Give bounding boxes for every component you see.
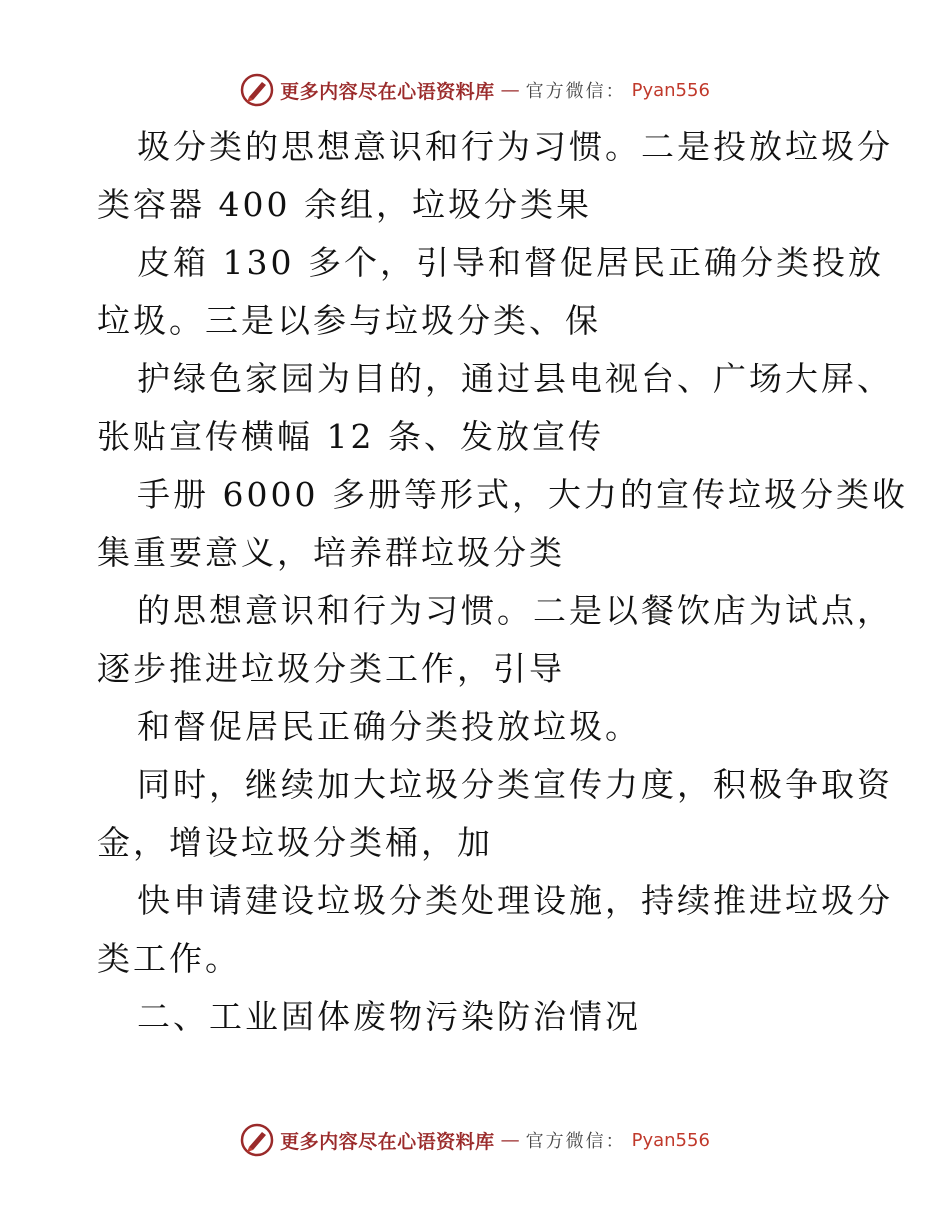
paragraph-line: 张贴宣传横幅 12 条、发放宣传 xyxy=(97,417,604,456)
paragraph-line: 类工作。 xyxy=(97,939,241,978)
paragraph-line: 集重要意义，培养群垃圾分类 xyxy=(97,533,565,572)
brand-logo-icon xyxy=(240,73,274,107)
watermark-brand: 更多内容尽在心语资料库 xyxy=(280,80,495,103)
paragraph-line: 护绿色家园为目的，通过县电视台、广场大屏、 xyxy=(137,359,893,398)
brand-logo-icon xyxy=(240,1123,274,1157)
paragraph-line: 金，增设垃圾分类桶，加 xyxy=(97,823,493,862)
paragraph-line: 快申请建设垃圾分类处理设施，持续推进垃圾分 xyxy=(137,881,893,920)
paragraph-2 xyxy=(97,234,884,350)
watermark-account: Pyan556 xyxy=(631,79,710,101)
paragraph-line: 逐步推进垃圾分类工作，引导 xyxy=(97,649,565,688)
heading-text: 二、工业固体废物污染防治情况 xyxy=(137,997,641,1036)
paragraph-line: 手册 6000 多册等形式，大力的宣传垃圾分类收 xyxy=(137,475,908,514)
paragraph-5 xyxy=(97,582,893,698)
watermark-brand: 更多内容尽在心语资料库 xyxy=(280,1130,495,1153)
watermark-account: Pyan556 xyxy=(631,1129,710,1151)
paragraph-7 xyxy=(97,756,893,872)
watermark-official-label: 官方微信： xyxy=(525,81,626,102)
paragraph-line: 的思想意识和行为习惯。二是以餐饮店为试点， xyxy=(137,591,893,630)
section-heading xyxy=(97,988,857,1046)
footer-watermark xyxy=(0,1120,950,1160)
paragraph-line: 和督促居民正确分类投放垃圾。 xyxy=(137,707,641,746)
paragraph-8 xyxy=(97,872,893,988)
watermark-official-label: 官方微信： xyxy=(525,1131,626,1152)
header-watermark xyxy=(0,70,950,110)
paragraph-3 xyxy=(97,350,893,466)
paragraph-line: 皮箱 130 多个，引导和督促居民正确分类投放 xyxy=(137,243,884,282)
paragraph-4 xyxy=(97,466,908,582)
paragraph-line: 同时，继续加大垃圾分类宣传力度，积极争取资 xyxy=(137,765,893,804)
watermark-dash: — xyxy=(500,1129,520,1151)
paragraph-line: 垃圾。三是以参与垃圾分类、保 xyxy=(97,301,601,340)
paragraph-line: 类容器 400 余组，垃圾分类果 xyxy=(97,185,592,224)
paragraph-6 xyxy=(97,698,857,756)
paragraph-1 xyxy=(97,118,893,234)
watermark-dash: — xyxy=(500,79,520,101)
paragraph-line: 圾分类的思想意识和行为习惯。二是投放垃圾分 xyxy=(137,127,893,166)
document-body xyxy=(97,118,908,1046)
